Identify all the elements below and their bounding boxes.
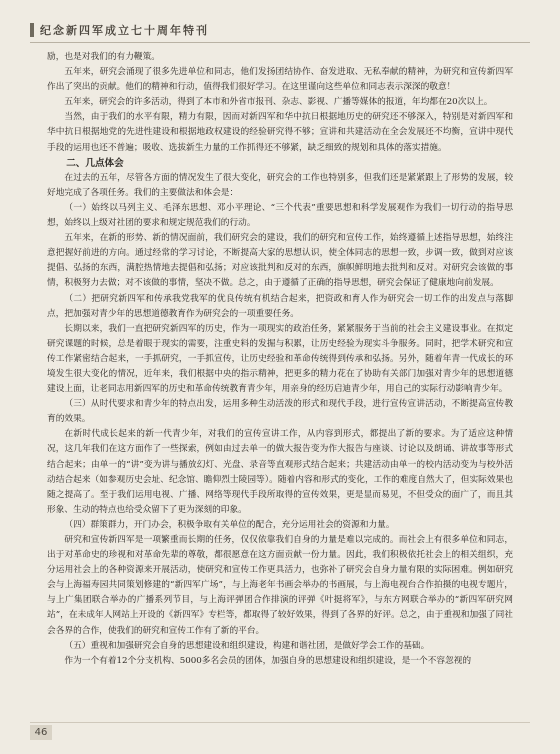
header-accent-bar <box>30 23 34 37</box>
article-body <box>47 50 513 669</box>
paragraph: 在过去的五年，尽管各方面的情况发生了很大变化，研究会的工作也特别多，但我们还是紧紧跟上了形势的发展，较好地完成了各项任务。我们的主要做法和体会是： <box>47 172 513 198</box>
paragraph: 长期以来，我们一直把研究新四军的历史，作为一项现实的政治任务，紧紧服务于当前的社会主义建设事业。在拟定研究课题的时候，总是着眼于现实的需要，注重史料的发掘与积累，让历史经验为现实斗争服务。同时，把学术研究和宣传工作紧密结合起来，一手抓研究，一手抓宣传，让历史经验和革命传统得到传承和弘扬。另外，随着年青一代成长的环境发生很大变化的情况，近年来，我们根据中央的指示精神，把更多的精力花在了协助有关部门加强对青少年的思想道德建设上面，让老同志用新四军的历史和革命传统教育青少年，用亲身的经历启迪青少年，用自己的实际行动影响青少年。 <box>47 323 513 395</box>
page-footer <box>30 722 530 741</box>
paragraph: 五年来，在新的形势、新的情况面前，我们研究会的建设，我们的研究和宣传工作，始终遵循上述指导思想，始终注意把握好前进的方向。通过经常的学习讨论，不断提高大家的思想认识，使全体同志的思想一致，步调一致，做到对应该提倡、弘扬的东西，满腔热情地去提倡和弘扬；对应该批判和反对的东西，旗帜鲜明地去批判和反对。对研究会该做的事情，积极努力去做；对不该做的事情，坚决不做。总之，由于遵循了正确的指导思想，研究会保证了健康地向前发展。 <box>47 233 513 289</box>
paragraph: 励，也是对我们的有力鞭策。 <box>47 52 160 62</box>
page-header <box>30 18 530 43</box>
subheading-paragraph: （一）始终以马列主义、毛泽东思想、邓小平理论、“三个代表”重要思想和科学发展观作为我们一切行动的指导思想，始终以上级对社团的要求和规定规范我们的行动。 <box>47 202 513 229</box>
paragraph: 作为一个有着12个分支机构、5000多名会员的团体，加强自身的思想建设和组织建设，是一个不容忽视的 <box>64 655 472 666</box>
subheading-paragraph: （二）把研究新四军和传承我党我军的优良传统有机结合起来，把资政和育人作为研究会一切工作的出发点与落脚点，把加强对青少年的思想道德教育作为研究会的一项重要任务。 <box>47 293 513 319</box>
paragraph: 研究和宣传新四军是一项繁重而长期的任务，仅仅依靠我们自身的力量是难以完成的。而社会上有很多单位和同志，出于对革命史的珍视和对革命先辈的尊敬，都很愿意在这方面贡献一份力量。因此，我们积极依托社会上的相关组织，充分运用社会上的各种资源来开展活动，使研究和宣传工作更具活力，也弥补了研究会自身力量有限的实际困难。例如研究会与上海福寿园共同策划修建的“新四军广场”，与上海老年书画会举办的书画展，与上海电视台合作拍摄的电视专题片，与上广集团联合举办的广播系列节目，与上海评弹团合作排演的评弹《叶挺将军》，与东方网联合举办的“新四军研究网站”，在未成年人网站上开设的《新四军》专栏等，都取得了较好效果，得到了各界的好评。总之，由于重视和加强了同社会各界的合作，使我们的研究和宣传工作有了新的平台。 <box>47 535 513 636</box>
subheading-paragraph: （五）重视和加强研究会自身的思想建设和组织建设，构建和谐社团，是做好学会工作的基础。 <box>64 640 430 651</box>
subheading-paragraph: （四）群策群力，开门办会，积极争取有关单位的配合，充分运用社会的资源和力量。 <box>64 519 395 530</box>
paragraph: 在新时代成长起来的新一代青少年，对我们的宣传宣讲工作，从内容到形式，都提出了新的要求。为了适应这种情况，这几年我们在这方面作了一些探索，例如由过去单一的做大报告变为作大报告与座谈、讨论以及朗诵、讲故事等形式结合起来；由单一的“讲”变为讲与播放幻灯、光盘、录音等直观形式结合起来；共建活动由单一的校内活动变为与校外活动结合起来（如参观历史会址、纪念馆、瞻仰烈士陵园等）。随着内容和形式的变化，工作的难度自然大了，但实际效果也随之提高了。至于我们运用电视、广播、网络等现代手段所取得的宣传效果，更是显而易见，不但受众的面广了，而且其形象、生动的特点也给受众留下了更为深刻的印象。 <box>47 429 513 515</box>
paragraph: 五年来，研究会涌现了很多先进单位和同志，他们发扬团结协作、奋发进取、无私奉献的精神，为研究和宣传新四军作出了突出的贡献。他们的精神和行动，值得我们很好学习。在这里谨向这些单位和同志表示深深的敬意！ <box>47 67 513 93</box>
paragraph: 当然，由于我们的水平有限，精力有限，因而对新四军和华中抗日根据地历史的研究还不够深入，特别是对新四军和华中抗日根据地党的先进性建设和根据地政权建设的经验研究得不够；宣讲和共建活动在全会发展还不均衡，宣讲中现代手段的运用也还不普遍；吸收、选拔新生力量的工作抓得还不够紧，缺乏细致的规划和具体的落实措施。 <box>47 112 513 153</box>
subheading-paragraph: （三）从时代要求和青少年的特点出发，运用多种生动活泼的形式和现代手段，进行宣传宣讲活动，不断提高宣传教育的效果。 <box>47 399 513 425</box>
section-heading: 二、几点体会 <box>66 157 124 169</box>
paragraph: 五年来，研究会的许多活动，得到了本市和外省市报刊、杂志、影视、广播等媒体的报道，年均都在20次以上。 <box>64 97 493 108</box>
header-title: 纪念新四军成立七十周年特刊 <box>40 24 209 37</box>
page-number: 46 <box>30 725 52 740</box>
